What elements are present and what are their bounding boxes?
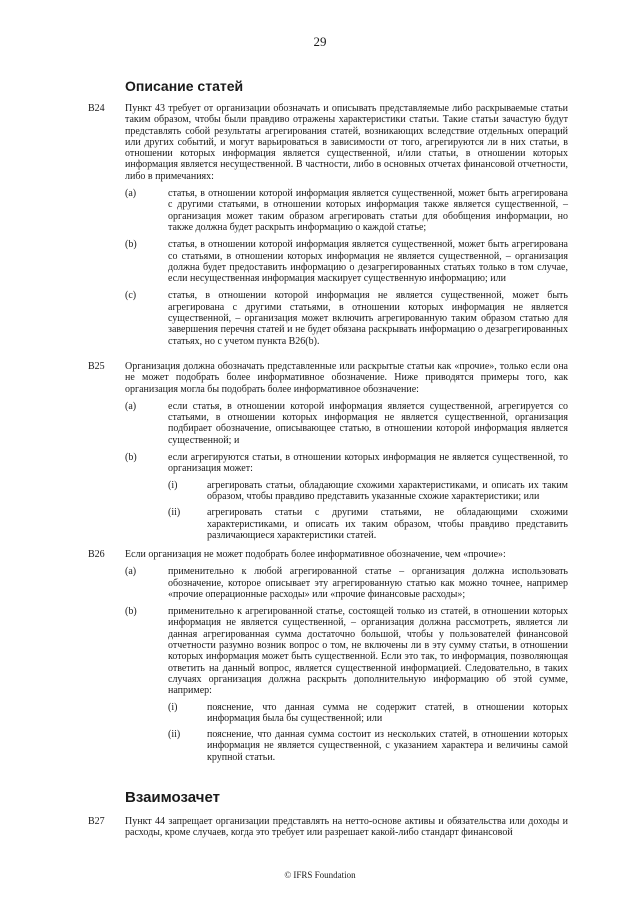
sub-item bbox=[88, 507, 568, 541]
item-text: статья, в отношении которой информация является существенной, может быть агрегирована с другими статьями, в отношении которых информация также является существенной, – организация может таким образом агрегировать статьи для обобщения информации, но также должна будет раскрыть информацию о каждой статье; bbox=[168, 188, 568, 233]
section-heading-descriptions: Описание статей bbox=[125, 78, 244, 94]
list-item bbox=[88, 290, 568, 346]
paragraph-text: Пункт 44 запрещает организации представлять на нетто-основе активы и обязательства или доходы и расходы, кроме случаев, когда это требует или разрешает какой-либо стандарт финансовой bbox=[125, 816, 568, 839]
item-text: если агрегируются статьи, в отношении которых информация не является существенной, то организация может: bbox=[168, 452, 568, 475]
sub-item bbox=[88, 729, 568, 763]
item-label: (a) bbox=[125, 188, 137, 200]
paragraph-label: B27 bbox=[88, 816, 105, 827]
item-text: применительно к любой агрегированной статье – организация должна использовать обозначение, которое описывает эту агрегированную статью как можно точнее, например «прочие операционные расходы» или «прочие финансовые расходы»; bbox=[168, 566, 568, 600]
item-label: (b) bbox=[125, 239, 137, 251]
sub-item-text: агрегировать статьи с другими статьями, не обладающими схожими характеристиками, и описать их таким образом, чтобы правдиво представить различающиеся характеристики статей. bbox=[207, 507, 568, 541]
paragraph-b25 bbox=[88, 361, 568, 541]
paragraph-text: Пункт 43 требует от организации обозначать и описывать представляемые либо раскрываемые статьи таким образом, чтобы были правдиво отражены характеристики статьи. Такие статьи зачастую будут представлять собой результаты агрегирования статей, возникающих вследствие отдельных операций или других событий, и могут варьироваться в зависимости от того, агрегируются ли в них статьи, в отношении которых информация является существенной, и/или статьи, в отношении которых информация является несущественной. В частности, либо в основных отчетах финансовой отчетности, либо в примечаниях: bbox=[125, 103, 568, 182]
item-text: если статья, в отношении которой информация является существенной, агрегируется со статьями, в отношении которых информация не является существенной, организация подбирает обозначение, описывающее статью, в отношении которой информация является существенной; и bbox=[168, 400, 568, 446]
sub-item-label: (ii) bbox=[168, 507, 181, 519]
item-label: (c) bbox=[125, 290, 137, 302]
list-item bbox=[88, 452, 568, 475]
list-item bbox=[88, 239, 568, 284]
page-number: 29 bbox=[313, 34, 327, 49]
paragraph-b24 bbox=[88, 103, 568, 347]
item-label: (b) bbox=[125, 606, 137, 618]
sub-item-text: пояснение, что данная сумма состоит из нескольких статей, в отношении которых информация не является существенной, с указанием характера и величины самой крупной статьи. bbox=[207, 729, 568, 763]
list-item bbox=[88, 566, 568, 600]
sub-item bbox=[88, 480, 568, 503]
sub-item-label: (i) bbox=[168, 479, 178, 491]
sub-item bbox=[88, 702, 568, 725]
sub-item-label: (i) bbox=[168, 701, 178, 713]
sub-item-label: (ii) bbox=[168, 729, 181, 741]
list-item bbox=[88, 188, 568, 233]
sub-item-text: пояснение, что данная сумма не содержит статей, в отношении которых информация была бы существенной; или bbox=[207, 701, 568, 724]
paragraph-label: B26 bbox=[88, 549, 105, 560]
section-heading-offsetting: Взаимозачет bbox=[125, 789, 220, 806]
paragraph-label: B24 bbox=[88, 103, 105, 114]
item-text: применительно к агрегированной статье, состоящей только из статей, в отношении которых информация не является существенной, – организация должна рассмотреть, является ли данная агрегированная сумма достаточно большой, чтобы у пользователей финансовой отчетности разумно возник вопрос о том, не включены ли в эту сумму статьи, в отношении которых информация может быть существенной. Если это так, то информация, позволяющая ответить на данный вопрос, является существенной информацией. Следовательно, в таких случаях организация должна раскрыть дополнительную информацию об этой сумме, например: bbox=[168, 606, 568, 697]
list-item bbox=[88, 401, 568, 446]
footer-copyright: © IFRS Foundation bbox=[284, 870, 356, 880]
item-label: (a) bbox=[125, 400, 137, 412]
item-text: статья, в отношении которой информация является существенной, может быть агрегирована со статьями, в отношении которых информация не является существенной, – организация должна будет предоставить информацию о дезагрегированных статьях только в том случае, если несущественная информация маскирует существенную информацию; или bbox=[168, 239, 568, 285]
item-label: (a) bbox=[125, 566, 137, 578]
paragraph-b26 bbox=[88, 549, 568, 763]
paragraph-b27 bbox=[88, 816, 568, 839]
paragraph-text: Организация должна обозначать представленные или раскрытые статьи как «прочие», только если она не может подобрать более информативное обозначение. Ниже приводятся примеры того, как организация могла бы подобрать более информативное обозначение: bbox=[125, 361, 568, 395]
item-label: (b) bbox=[125, 452, 137, 464]
paragraph-label: B25 bbox=[88, 361, 105, 372]
item-text: статья, в отношении которой информация не является существенной, может быть агрегирована с другими статьями, в отношении которых информация не является существенной, – организация может включить агрегированную таким образом статью для завершения перечня статей и не будет обязана раскрывать информацию о дезагрегированных статьях, но с учетом пункта B26(b). bbox=[168, 290, 568, 347]
sub-item-text: агрегировать статьи, обладающие схожими характеристиками, и описать их таким образом, чтобы правдиво представить указанные схожие характеристики; или bbox=[207, 479, 568, 502]
paragraph-text: Если организация не может подобрать более информативное обозначение, чем «прочие»: bbox=[125, 549, 506, 560]
list-item bbox=[88, 606, 568, 696]
